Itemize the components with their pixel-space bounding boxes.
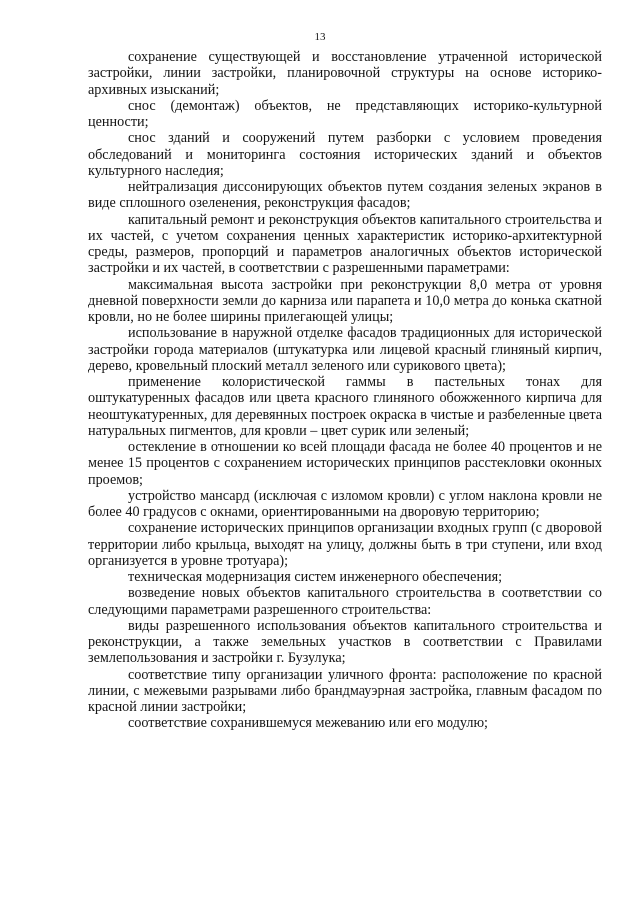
paragraph-dissonant-objects: нейтрализация диссонирующих объектов путем создания зеленых экранов в виде сплошного озеленения, реконструкция фасадов; [88, 179, 602, 212]
page-number: 13 [314, 31, 326, 43]
paragraph-permitted-use: виды разрешенного использования объектов капитального строительства и реконструкции, а также земельных участков в соответствии с Правилами землепользования и застройки г. Бузулука; [88, 617, 602, 667]
paragraph-historic-preservation: сохранение существующей и восстановление утраченной исторической застройки, линии застройки, планировочной структуры на основе историко-архивных изысканий; [88, 49, 602, 98]
paragraph-glazing: остекление в отношении ко всей площади фасада не более 40 процентов и не менее 15 процентов с сохранением исторических принципов расстекловки оконных проемов; [88, 439, 602, 488]
paragraph-max-height: максимальная высота застройки при реконструкции 8,0 метра от уровня дневной поверхности земли до карниза или парапета и 10,0 метра до конька скатной кровли, но не более ширины прилегающей улицы; [88, 276, 602, 325]
paragraph-facade-materials: использование в наружной отделке фасадов традиционных для исторической застройки города материалов (штукатурка или лицевой красный глиняный кирпич, дерево, кровельный плоский металл зеленого или сурикового цвета); [88, 325, 602, 374]
paragraph-demolition-by-dismantling: снос зданий и сооружений путем разборки с условием проведения обследований и мониторинга состояния исторических зданий и объектов культурного наследия; [88, 130, 602, 179]
paragraph-engineering-modernization: техническая модернизация систем инженерного обеспечения; [128, 569, 503, 585]
paragraph-demolition-non-heritage: снос (демонтаж) объектов, не представляющих историко-культурной ценности; [88, 97, 602, 130]
paragraph-entrance-groups: сохранение исторических принципов организации входных групп (с дворовой территории либо крыльца, выходят на улицу, должны быть в три ступени, или вход организуется в уровне тротуара); [88, 520, 602, 569]
paragraph-color-scheme: применение колористической гаммы в пастельных тонах для оштукатуренных фасадов или цвета красного глиняного обожженного кирпича для неоштукатуренных, для деревянных построек окраска в чистые и разбеленные цвета натуральных пигментов, для кровли – цвет сурик или зеленый; [88, 374, 602, 439]
paragraph-land-survey: соответствие сохранившемуся межеванию или его модулю; [128, 715, 488, 732]
document-body [88, 49, 602, 732]
paragraph-street-front: соответствие типу организации уличного фронта: расположение по красной линии, с межевыми разрывами либо брандмауэрная застройка, главным фасадом по красной линии застройки; [88, 666, 602, 715]
paragraph-new-construction: возведение новых объектов капитального строительства в соответствии со следующими параметрами разрешенного строительства: [88, 585, 602, 618]
paragraph-capital-repair: капитальный ремонт и реконструкция объектов капитального строительства и их частей, с учетом сохранения ценных характеристик историко-архитектурной среды, размеров, пропорций и параметров аналогичных объектов исторической застройки и их частей, в соответствии с разрешенными параметрами: [88, 211, 602, 277]
paragraph-mansards: устройство мансард (исключая с изломом кровли) с углом наклона кровли не более 40 градусов с окнами, ориентированными на дворовую территорию; [88, 487, 602, 520]
